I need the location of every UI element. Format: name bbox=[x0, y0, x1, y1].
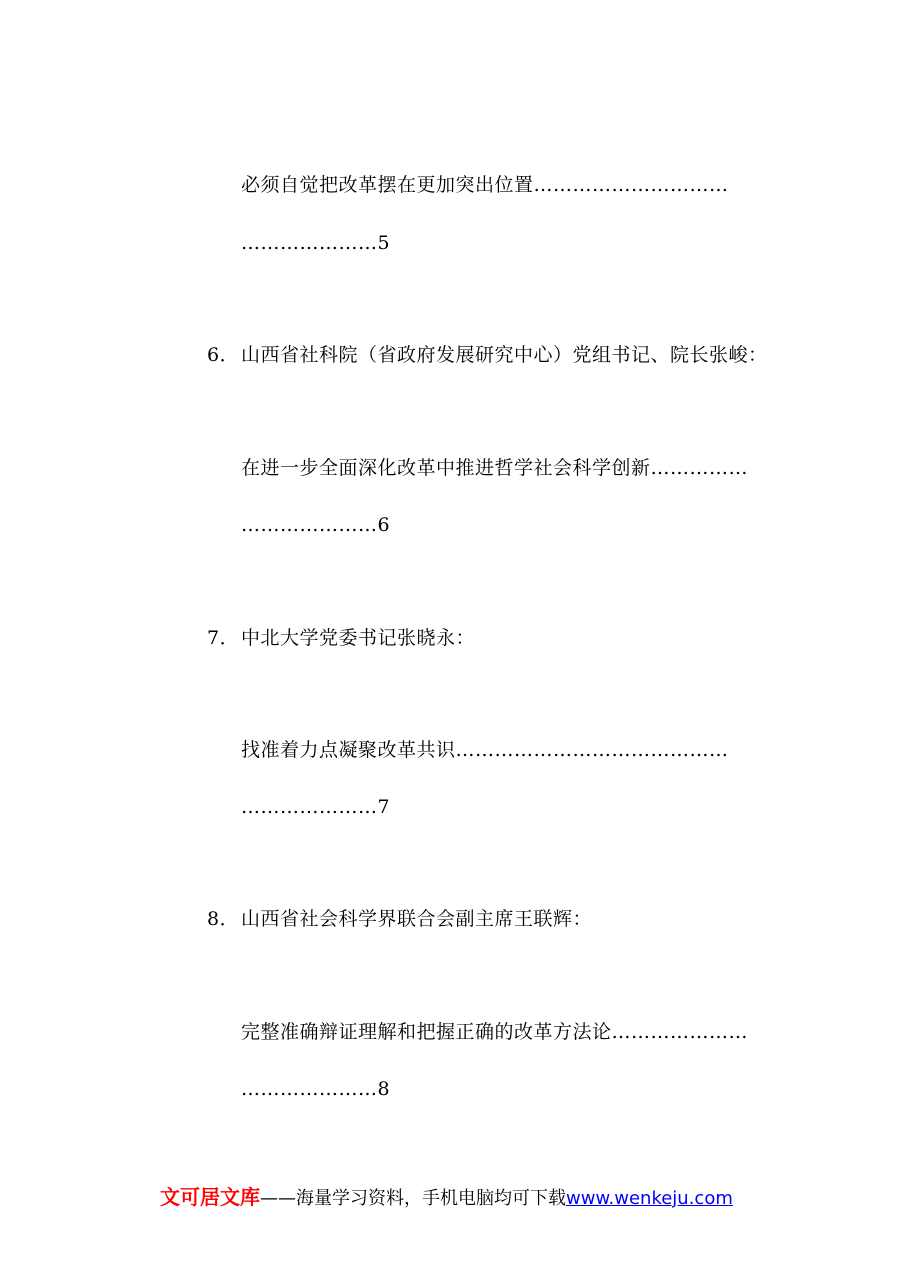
toc-entry-page-text: …………………5 bbox=[241, 232, 391, 254]
toc-entry-page-text: …………………7 bbox=[241, 796, 391, 818]
toc-entry-page bbox=[241, 231, 390, 255]
toc-entry-title bbox=[241, 456, 748, 480]
toc-entry-heading-text: 山西省社会科学界联合会副主席王联辉： bbox=[241, 908, 593, 930]
footer-slogan: ——海量学习资料，手机电脑均可下载 bbox=[260, 1188, 566, 1209]
toc-entry-page bbox=[241, 513, 390, 537]
footer-brand: 文可居文库 bbox=[160, 1185, 260, 1209]
toc-entry-page bbox=[241, 795, 390, 819]
toc-entry-heading bbox=[207, 343, 768, 367]
toc-entry-title-text: 必须自觉把改革摆在更加突出位置………………………… bbox=[241, 174, 729, 196]
toc-entry-title bbox=[241, 1020, 748, 1044]
toc-entry-heading-text: 山西省社科院（省政府发展研究中心）党组书记、院长张峻： bbox=[241, 344, 768, 366]
toc-entry-title bbox=[241, 738, 729, 762]
toc-entry-page-text: …………………6 bbox=[241, 514, 391, 536]
toc-entry-title-text: 找准着力点凝聚改革共识…………………………………… bbox=[241, 739, 729, 761]
toc-entry-heading-text: 中北大学党委书记张晓永： bbox=[241, 627, 476, 649]
footer-site-link[interactable]: www.wenkeju.com bbox=[566, 1188, 733, 1209]
toc-entry-page-text: …………………8 bbox=[241, 1078, 391, 1100]
toc-entry-number: 7． bbox=[207, 627, 240, 649]
toc-entry-number: 8． bbox=[207, 908, 240, 930]
toc-entry-title-text: 在进一步全面深化改革中推进哲学社会科学创新…………… bbox=[241, 457, 749, 479]
toc-entry-title-text: 完整准确辩证理解和把握正确的改革方法论………………… bbox=[241, 1021, 749, 1043]
toc-entry-number: 6． bbox=[207, 344, 240, 366]
toc-entry-heading bbox=[207, 626, 475, 650]
toc-entry-title bbox=[241, 173, 729, 197]
toc-entry-heading bbox=[207, 907, 592, 931]
toc-entry-page bbox=[241, 1077, 390, 1101]
footer-banner bbox=[160, 1184, 733, 1212]
